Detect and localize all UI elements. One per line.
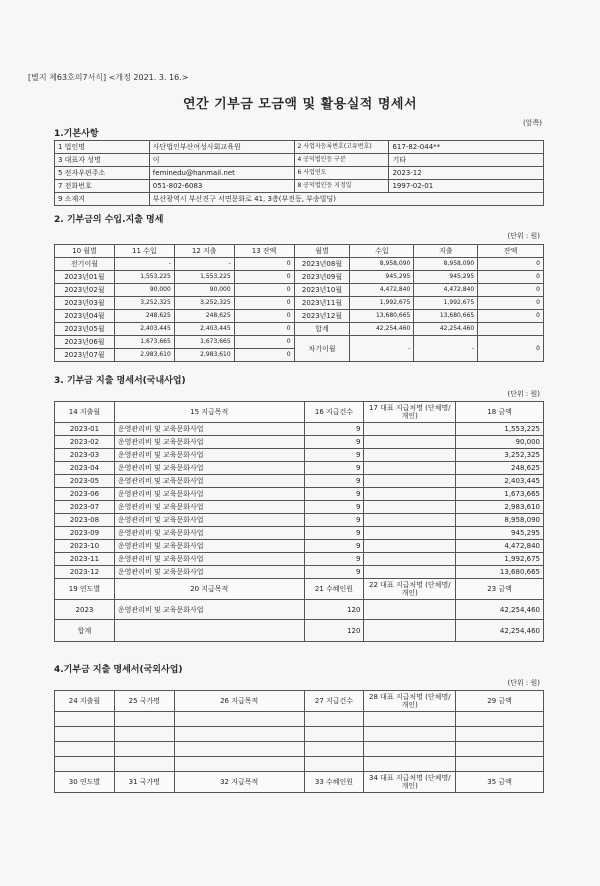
table-cell: -: [174, 258, 234, 271]
field-label: 2 사업자등록번호(고유번호): [294, 141, 389, 154]
table-cell: 2023년08월: [294, 258, 350, 271]
table-cell: 3,252,325: [114, 297, 174, 310]
table-cell: 13,680,665: [414, 310, 478, 323]
empty-cell: [174, 712, 304, 727]
table-cell: [364, 462, 456, 475]
column-header: 잔액: [478, 245, 544, 258]
table-cell: 8,958,090: [456, 514, 544, 527]
table-cell: 8,958,090: [414, 258, 478, 271]
empty-cell: [55, 712, 115, 727]
table-cell: [364, 449, 456, 462]
table-cell: 2023년02월: [55, 284, 115, 297]
table-cell: 2023-12: [55, 566, 115, 579]
empty-cell: [364, 727, 456, 742]
table-cell: 운영관리비 및 교육문화사업: [114, 501, 304, 514]
column-header: 14 지출월: [55, 402, 115, 423]
table-cell: 0: [234, 297, 294, 310]
section4-unit: (단위 : 원): [507, 679, 540, 687]
table-cell: 90,000: [114, 284, 174, 297]
table-cell: 운영관리비 및 교육문화사업: [114, 553, 304, 566]
table-cell: 248,625: [174, 310, 234, 323]
table-cell: 운영관리비 및 교육문화사업: [114, 566, 304, 579]
section1-title: 1.기본사항: [54, 129, 99, 139]
table-cell: 2023년03월: [55, 297, 115, 310]
column-header: 월별: [294, 245, 350, 258]
column-header: 26 지급목적: [174, 691, 304, 712]
table-cell: 합계: [294, 323, 350, 336]
empty-cell: [55, 727, 115, 742]
table-row: [55, 462, 544, 475]
table-cell: 13,680,665: [350, 310, 414, 323]
table-cell: 2023년10월: [294, 284, 350, 297]
empty-cell: [55, 757, 115, 772]
table-cell: 9: [304, 527, 364, 540]
table-cell: 2023-10: [55, 540, 115, 553]
column-header: 23 금액: [456, 579, 544, 600]
field-label: 9 소재지: [55, 193, 150, 206]
table-cell: 1,992,675: [414, 297, 478, 310]
table-row: [55, 566, 544, 579]
address-value: 부산광역시 부산진구 서면문화로 41, 3층(부전동, 부송빌딩): [149, 193, 543, 206]
column-header: 15 지급목적: [114, 402, 304, 423]
table-header-row: [55, 691, 544, 712]
table-cell: 248,625: [114, 310, 174, 323]
table-cell: 합계: [55, 620, 115, 642]
table-cell: 945,295: [350, 271, 414, 284]
table-cell: [364, 620, 456, 642]
table-cell: 2023-09: [55, 527, 115, 540]
table-cell: 9: [304, 423, 364, 436]
table-cell: 4,472,840: [350, 284, 414, 297]
empty-cell: [114, 727, 174, 742]
basic-info-table: [54, 140, 544, 206]
table-cell: 운영관리비 및 교육문화사업: [114, 514, 304, 527]
table-cell: 운영관리비 및 교육문화사업: [114, 600, 304, 620]
table-cell: 2023년01월: [55, 271, 115, 284]
column-header: 13 잔액: [234, 245, 294, 258]
table-cell: 차기이월: [294, 336, 350, 362]
table-cell: 2023-08: [55, 514, 115, 527]
table-cell: 42,254,460: [456, 600, 544, 620]
table-row: [55, 297, 544, 310]
column-header: 21 수혜인원: [304, 579, 364, 600]
table-cell: 2,983,610: [456, 501, 544, 514]
field-label: 6 사업연도: [294, 167, 389, 180]
table-row: [55, 284, 544, 297]
table-cell: 945,295: [414, 271, 478, 284]
table-cell: 9: [304, 449, 364, 462]
column-header: 지출: [414, 245, 478, 258]
empty-row: [55, 742, 544, 757]
table-header-row: [55, 579, 544, 600]
table-cell: 1,673,665: [174, 336, 234, 349]
table-cell: 945,295: [456, 527, 544, 540]
field-value: 051-802-6083: [149, 180, 294, 193]
table-cell: [478, 323, 544, 336]
section2-title: 2. 기부금의 수입.지출 명세: [54, 215, 164, 225]
table-row: [55, 553, 544, 566]
field-value: 1997-02-01: [389, 180, 544, 193]
table-cell: 0: [478, 271, 544, 284]
table-cell: 0: [478, 258, 544, 271]
table-cell: [364, 553, 456, 566]
table-cell: 0: [478, 297, 544, 310]
table-cell: 0: [234, 271, 294, 284]
table-cell: 2023-02: [55, 436, 115, 449]
column-header: 29 금액: [456, 691, 544, 712]
table-cell: 운영관리비 및 교육문화사업: [114, 462, 304, 475]
column-header: 24 지출월: [55, 691, 115, 712]
table-cell: 4,472,840: [456, 540, 544, 553]
table-cell: 2023-03: [55, 449, 115, 462]
table-cell: [364, 600, 456, 620]
table-cell: [364, 566, 456, 579]
empty-cell: [114, 742, 174, 757]
table-cell: 90,000: [456, 436, 544, 449]
table-cell: 2,403,445: [174, 323, 234, 336]
table-cell: 13,680,665: [456, 566, 544, 579]
empty-cell: [114, 757, 174, 772]
column-header: 11 수입: [114, 245, 174, 258]
table-cell: 2023-11: [55, 553, 115, 566]
empty-cell: [304, 712, 364, 727]
table-cell: 9: [304, 540, 364, 553]
table-row: [55, 540, 544, 553]
table-cell: 120: [304, 620, 364, 642]
page-title: 연간 기부금 모금액 및 활용실적 명세서: [182, 97, 418, 112]
basic-info-row: [55, 180, 544, 193]
table-cell: [364, 423, 456, 436]
table-cell: 2023년06월: [55, 336, 115, 349]
table-cell: [364, 475, 456, 488]
column-header: 25 국가명: [114, 691, 174, 712]
table-cell: 0: [234, 336, 294, 349]
basic-info-row: [55, 141, 544, 154]
table-cell: 2023-07: [55, 501, 115, 514]
table-row: [55, 527, 544, 540]
table-cell: 1,673,665: [114, 336, 174, 349]
empty-cell: [174, 757, 304, 772]
table-cell: 0: [234, 258, 294, 271]
column-header: 12 지출: [174, 245, 234, 258]
table-row: [55, 336, 544, 349]
table-row: [55, 310, 544, 323]
table-cell: [114, 620, 304, 642]
empty-cell: [174, 727, 304, 742]
table-header-row: [55, 402, 544, 423]
field-label: 8 공익법인등 지정일: [294, 180, 389, 193]
table-cell: 8,958,090: [350, 258, 414, 271]
column-header: 35 금액: [456, 772, 544, 793]
empty-cell: [364, 742, 456, 757]
table-cell: 9: [304, 462, 364, 475]
table-cell: -: [350, 336, 414, 362]
column-header: 32 지급목적: [174, 772, 304, 793]
table-row: [55, 488, 544, 501]
empty-row: [55, 712, 544, 727]
table-row: [55, 258, 544, 271]
field-label: 4 공익법인등 구분: [294, 154, 389, 167]
table-cell: 2023년12월: [294, 310, 350, 323]
table-row: [55, 323, 544, 336]
table-cell: [364, 488, 456, 501]
table-cell: 3,252,325: [174, 297, 234, 310]
empty-cell: [456, 727, 544, 742]
table-cell: 운영관리비 및 교육문화사업: [114, 540, 304, 553]
table-cell: 9: [304, 566, 364, 579]
table-cell: [364, 436, 456, 449]
table-cell: -: [114, 258, 174, 271]
empty-cell: [456, 712, 544, 727]
table-row: [55, 436, 544, 449]
column-header: 30 연도별: [55, 772, 115, 793]
table-row: [55, 475, 544, 488]
empty-row: [55, 757, 544, 772]
section4-title: 4.기부금 지출 명세서(국외사업): [54, 665, 183, 675]
basic-info-row: [55, 167, 544, 180]
table-cell: 0: [478, 336, 544, 362]
table-cell: 2023: [55, 600, 115, 620]
table-cell: 1,553,225: [114, 271, 174, 284]
empty-cell: [55, 742, 115, 757]
column-header: 17 대표 지급처명 (단체명/개인): [364, 402, 456, 423]
field-value: 2023-12: [389, 167, 544, 180]
empty-cell: [364, 712, 456, 727]
table-cell: 4,472,840: [414, 284, 478, 297]
table-cell: 2,403,445: [114, 323, 174, 336]
table-cell: 9: [304, 514, 364, 527]
table-cell: 2023년04월: [55, 310, 115, 323]
table-cell: 1,992,675: [456, 553, 544, 566]
empty-cell: [304, 742, 364, 757]
column-header: 18 금액: [456, 402, 544, 423]
table-cell: 운영관리비 및 교육문화사업: [114, 423, 304, 436]
section3-title: 3. 기부금 지출 명세서(국내사업): [54, 376, 186, 386]
table-cell: 0: [478, 310, 544, 323]
front-label: (앞쪽): [523, 119, 542, 127]
income-expense-table: [54, 244, 544, 362]
table-cell: 2023-05: [55, 475, 115, 488]
table-cell: 42,254,460: [456, 620, 544, 642]
table-cell: 2,983,610: [114, 349, 174, 362]
empty-cell: [174, 742, 304, 757]
table-cell: 0: [234, 323, 294, 336]
column-header: 수입: [350, 245, 414, 258]
table-cell: 42,254,460: [414, 323, 478, 336]
table-cell: 2023년09월: [294, 271, 350, 284]
column-header: 33 수혜인원: [304, 772, 364, 793]
table-header-row: [55, 245, 544, 258]
field-value: feminedu@hanmail.net: [149, 167, 294, 180]
table-cell: 2023-04: [55, 462, 115, 475]
table-header-row: [55, 772, 544, 793]
column-header: 20 지급목적: [114, 579, 304, 600]
field-label: 5 전자우편주소: [55, 167, 150, 180]
address-row: [55, 193, 544, 206]
column-header: 22 대표 지급처명 (단체명/개인): [364, 579, 456, 600]
empty-row: [55, 727, 544, 742]
table-row: [55, 423, 544, 436]
column-header: 28 대표 지급처명 (단체명/개인): [364, 691, 456, 712]
empty-cell: [456, 742, 544, 757]
section3-unit: (단위 : 원): [507, 390, 540, 398]
table-cell: 0: [234, 310, 294, 323]
column-header: 10 월별: [55, 245, 115, 258]
table-cell: 120: [304, 600, 364, 620]
table-cell: 9: [304, 501, 364, 514]
table-cell: 운영관리비 및 교육문화사업: [114, 488, 304, 501]
table-cell: 1,673,665: [456, 488, 544, 501]
empty-cell: [456, 757, 544, 772]
table-cell: 9: [304, 475, 364, 488]
table-cell: [364, 540, 456, 553]
table-cell: 2023-01: [55, 423, 115, 436]
total-row: [55, 620, 544, 642]
empty-cell: [364, 757, 456, 772]
table-cell: 1,553,225: [174, 271, 234, 284]
field-value: 사단법인부산여성사회교육원: [149, 141, 294, 154]
field-value: 617-82-044**: [389, 141, 544, 154]
field-value: 이: [149, 154, 294, 167]
table-cell: 2023년07월: [55, 349, 115, 362]
empty-cell: [304, 727, 364, 742]
field-value: 기타: [389, 154, 544, 167]
empty-cell: [114, 712, 174, 727]
table-row: [55, 271, 544, 284]
table-row: [55, 514, 544, 527]
table-cell: 2023년05월: [55, 323, 115, 336]
table-cell: 42,254,460: [350, 323, 414, 336]
table-cell: 0: [234, 349, 294, 362]
overseas-expense-table: [54, 690, 544, 793]
table-cell: 2,983,610: [174, 349, 234, 362]
table-cell: 9: [304, 553, 364, 566]
table-cell: 운영관리비 및 교육문화사업: [114, 527, 304, 540]
table-cell: 90,000: [174, 284, 234, 297]
column-header: 31 국가명: [114, 772, 174, 793]
table-cell: [364, 501, 456, 514]
table-cell: 2023년11월: [294, 297, 350, 310]
table-cell: [364, 514, 456, 527]
table-cell: 1,992,675: [350, 297, 414, 310]
table-row: [55, 449, 544, 462]
table-cell: 운영관리비 및 교육문화사업: [114, 436, 304, 449]
table-cell: 운영관리비 및 교육문화사업: [114, 475, 304, 488]
empty-cell: [304, 757, 364, 772]
table-cell: 0: [478, 284, 544, 297]
table-row: [55, 501, 544, 514]
basic-info-row: [55, 154, 544, 167]
column-header: 34 대표 지급처명 (단체명/개인): [364, 772, 456, 793]
table-cell: 248,625: [456, 462, 544, 475]
table-cell: 1,553,225: [456, 423, 544, 436]
form-number: [별지 제63호의7서식] <개정 2021. 3. 16.>: [28, 73, 189, 82]
section2-unit: (단위 : 원): [507, 232, 540, 240]
field-label: 3 대표자 성명: [55, 154, 150, 167]
field-label: 1 법인명: [55, 141, 150, 154]
field-label: 7 전화번호: [55, 180, 150, 193]
table-cell: 9: [304, 436, 364, 449]
column-header: 16 지급건수: [304, 402, 364, 423]
domestic-expense-table: [54, 401, 544, 642]
year-row: [55, 600, 544, 620]
table-cell: 전기이월: [55, 258, 115, 271]
table-cell: 0: [234, 284, 294, 297]
table-cell: -: [414, 336, 478, 362]
column-header: 19 연도별: [55, 579, 115, 600]
table-cell: 3,252,325: [456, 449, 544, 462]
table-cell: [364, 527, 456, 540]
table-cell: 2,403,445: [456, 475, 544, 488]
table-cell: 9: [304, 488, 364, 501]
column-header: 27 지급건수: [304, 691, 364, 712]
table-cell: 운영관리비 및 교육문화사업: [114, 449, 304, 462]
table-cell: 2023-06: [55, 488, 115, 501]
